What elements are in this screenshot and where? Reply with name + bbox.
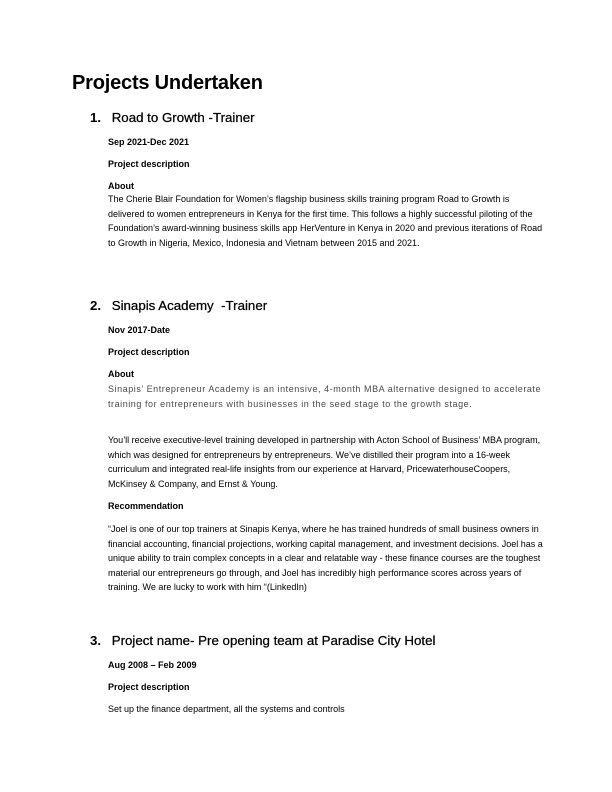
project-1-heading [90,110,255,125]
project-3-description-label: Project description [108,682,190,692]
project-1-dates: Sep 2021-Dec 2021 [108,137,190,147]
project-title: Project name- Pre opening team at Paradise City Hotel [111,633,436,648]
project-number: 1. [90,110,102,125]
project-3-description-text: Set up the finance department, all the systems and controls [108,704,345,714]
project-number: 3. [90,633,102,648]
project-title: Sinapis Academy -Trainer [111,298,268,313]
page-title: Projects Undertaken [72,72,263,94]
project-1-about-label: About [108,181,134,191]
project-1-description-label: Project description [108,159,190,169]
project-2-about-label: About [108,369,134,379]
project-2-recommendation-label: Recommendation [108,501,184,511]
project-2-description-label: Project description [108,347,190,357]
project-1-about-text: The Cherie Blair Foundation for Women’s flagship business skills training program Road to Growth is delivered to women entrepreneurs in Kenya for the first time. This follows a highly successful piloting of the Foundation’s award-winning business skills app HerVenture in Kenya in 2020 and previous iterations of Road to Growth in Nigeria, Mexico, Indonesia and Vietnam between 2015 and 2021. [108,194,543,248]
project-number: 2. [90,298,102,313]
project-2-about-text: Sinapis’ Entrepreneur Academy is an intensive, 4-month MBA alternative designed to accelerate training for entrepreneurs with businesses in the seed stage to the growth stage. [108,384,542,409]
project-3-dates: Aug 2008 – Feb 2009 [108,660,197,670]
project-2-recommendation-text: “Joel is one of our top trainers at Sinapis Kenya, where he has trained hundreds of small business owners in financial accounting, financial projections, working capital management, and investment decisions. Joel has a unique ability to train complex concepts in a clear and relatable way - these finance courses are the toughest material our entrepreneurs go through, and Joel has incredibly high performance scores across years of training. We are lucky to work with him “(LinkedIn) [108,524,543,593]
project-2-about-text-2: You’ll receive executive-level training developed in partnership with Acton School of Business’ MBA program, which was designed for entrepreneurs by entrepreneurs. We’ve distilled their program into a 16-week curriculum and integrated real-life insights from our experience at Harvard, PricewaterhouseCoopers, McKinsey & Company, and Ernst & Young. [108,435,541,489]
project-title: Road to Growth -Trainer [111,110,255,125]
project-2-dates: Nov 2017-Date [108,325,171,335]
project-3-heading [90,633,435,648]
project-2-heading [90,298,267,313]
